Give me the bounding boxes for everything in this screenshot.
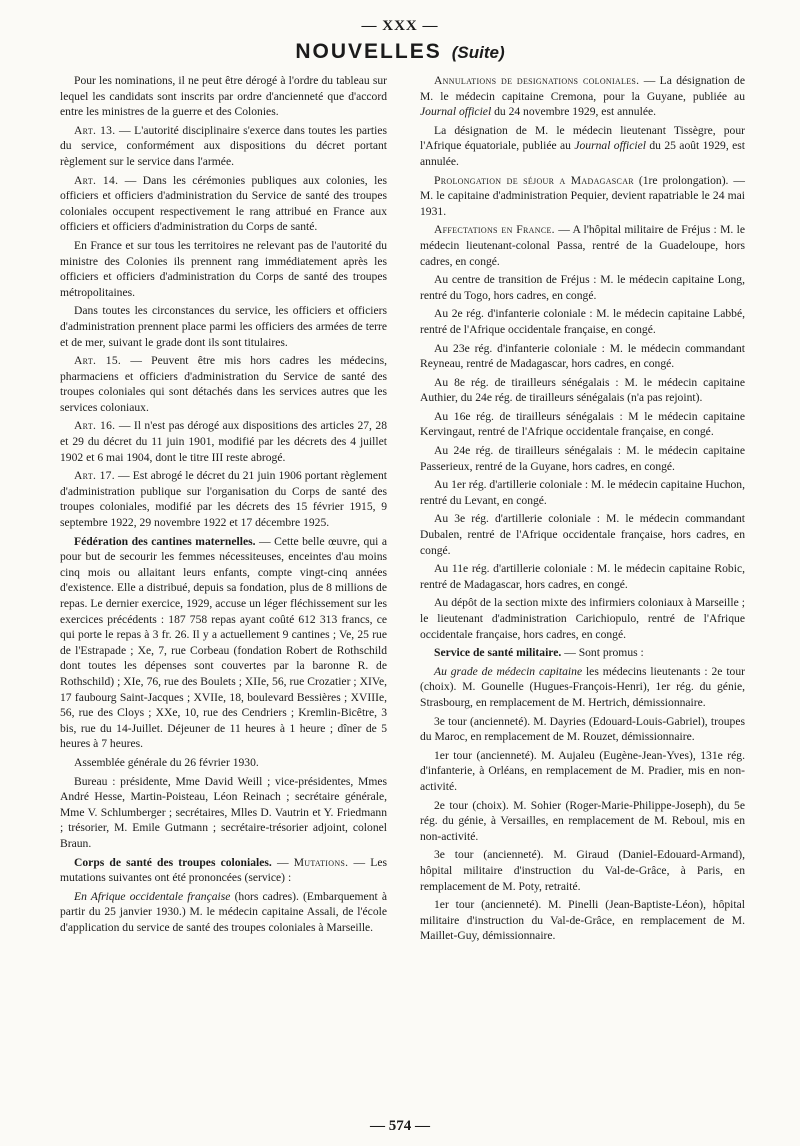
section-folio: — XXX —: [361, 18, 439, 34]
article-label: Art. 13.: [74, 123, 116, 137]
paragraph: Au 3e rég. d'artillerie coloniale : M. le médecin commandant Dubalen, rentré de l'Afrique occidentale française, hors cadres, en congé.: [420, 512, 745, 557]
paragraph: 3e tour (ancienneté). M. Dayries (Edouard-Louis-Gabriel), troupes du Maroc, en remplacement de M. Rouzet, démissionnaire.: [420, 714, 745, 744]
paragraph: La désignation de M. le médecin lieutenant Tissègre, pour l'Afrique équatoriale, publiée au Journal officiel du 25 août 1929, est annulée.: [420, 123, 745, 168]
paragraph: Art. 13. — L'autorité disciplinaire s'exerce dans toutes les parties du service, conformément aux dispositions du décret portant règlement sur le service dans l'armée.: [60, 123, 387, 168]
paragraph: Au dépôt de la section mixte des infirmiers coloniaux à Marseille ; le lieutenant d'administration Carichiopulo, rentré de l'Afrique occidentale française, hors cadres, en congé.: [420, 596, 745, 641]
paragraph: Corps de santé des troupes coloniales. — Mutations. — Les mutations suivantes ont été prononcées (service) :: [60, 855, 387, 885]
section-label: Corps de santé des troupes coloniales.: [74, 855, 272, 869]
left-column: [60, 73, 387, 938]
paragraph: Au 16e rég. de tirailleurs sénégalais : M le médecin capitaine Kervingaut, rentré de l'Afrique occidentale française, en congé.: [420, 409, 745, 439]
paragraph: Art. 14. — Dans les cérémonies publiques aux colonies, les officiers et officiers d'administration du Service de santé des troupes coloniales occupent respectivement le rang attribué en France aux officiers et officiers d'administration du Corps de santé.: [60, 173, 387, 234]
paragraph: Au grade de médecin capitaine les médecins lieutenants : 2e tour (choix). M. Gounelle (Hugues-François-Henri), 1er rég. du génie, Strasbourg, en remplacement de M. Hertrich, démissionnaire.: [420, 664, 745, 709]
paragraph: Art. 17. — Est abrogé le décret du 21 juin 1906 portant règlement d'administration publique sur l'organisation du Corps de santé des troupes coloniales, modifié par les décrets des 15 février 1915, 9 septembre 1922, 29 novembre 1922 et 17 décembre 1925.: [60, 469, 387, 530]
paragraph: Art. 16. — Il n'est pas dérogé aux dispositions des articles 27, 28 et 29 du décret du 11 juin 1901, modifié par les décrets des 4 juillet 1902 et 6 mai 1904, dont le titre III reste abrogé.: [60, 419, 387, 464]
paragraph: 2e tour (choix). M. Sohier (Roger-Marie-Philippe-Joseph), du 5e rég. du génie, à Versailles, en remplacement de M. Reboul, mis en non-activité.: [420, 798, 745, 843]
paragraph: Au centre de transition de Fréjus : M. le médecin capitaine Long, rentré du Togo, hors cadres, en congé.: [420, 273, 745, 302]
paragraph: En France et sur tous les territoires ne relevant pas de l'autorité du ministre des Colonies ils prennent rang immédiatement après les officiers et officiers d'administration du Corps de santé des troupes métropolitaines.: [60, 238, 387, 299]
paragraph: Dans toutes les circonstances du service, les officiers et officiers d'administration prennent place parmi les officiers des armées de terre et de mer, suivant le grade dont ils sont titulaires.: [60, 304, 387, 349]
paragraph: Au 24e rég. de tirailleurs sénégalais : M. le médecin capitaine Passerieux, rentré de la Guyane, hors cadres, en congé.: [420, 444, 745, 473]
article-label: Art. 14.: [74, 173, 119, 187]
article-label: Art. 17.: [74, 469, 115, 483]
paragraph: Au 8e rég. de tirailleurs sénégalais : M. le médecin capitaine Authier, du 24e rég. de tirailleurs sénégalais (n'a pas rejoint).: [420, 375, 745, 405]
section-label: Fédération des cantines maternelles.: [74, 534, 256, 548]
paragraph: En Afrique occidentale française (hors cadres). (Embarquement à partir du 25 janvier 1930.) M. le médecin capitaine Assali, de l'école d'application du service de santé des troupes coloniales à Marseille.: [60, 889, 387, 934]
paragraph: Affectations en France. — A l'hôpital militaire de Fréjus : M. le médecin lieutenant-colonal Passa, rentré de la Guadeloupe, hors cadres, en congé.: [420, 223, 746, 268]
article-label: Art. 16.: [74, 419, 116, 433]
paragraph: Prolongation de séjour a Madagascar (1re prolongation). — M. le capitaine d'administration Pequier, devient rapatriable le 24 mai 1931.: [420, 173, 745, 218]
section-label: Service de santé militaire.: [434, 646, 562, 660]
page-number: — 574 —: [370, 1118, 430, 1134]
paragraph: Bureau : présidente, Mme David Weill ; vice-présidentes, Mmes André Hesse, Martin-Poisteau, Léon Reinach ; secrétaire générale, Mme V. Schlumberger ; secrétaires, Mlles D. Vautrin et Y. Friedmann ; trésorier, M. Emile Gutmann ; secrétaire-trésorier adjoint, colonel Braun.: [60, 774, 387, 850]
paragraph: Assemblée générale du 26 février 1930.: [74, 755, 259, 769]
title-suffix: (Suite): [451, 43, 505, 62]
paragraph: Au 2e rég. d'infanterie coloniale : M. le médecin capitaine Labbé, rentré de l'Afrique occidentale française, en congé.: [420, 307, 745, 336]
page-title: [0, 40, 800, 64]
paragraph: Pour les nominations, il ne peut être dérogé à l'ordre du tableau sur lequel les candidats sont inscrits par ordre d'ancienneté que d'accord entre les ministres de la guerre et des Colonies.: [60, 74, 387, 119]
paragraph: Au 11e rég. d'artillerie coloniale : M. le médecin capitaine Robic, rentré de Madagascar, hors cadres, en congé.: [420, 562, 745, 591]
right-column: [420, 73, 745, 947]
paragraph: 1er tour (ancienneté). M. Aujaleu (Eugène-Jean-Yves), 131e rég. d'infanterie, à Orléans, en remplacement de M. Pradier, mis en non-activité.: [420, 748, 745, 793]
article-label: Art. 15.: [74, 354, 122, 368]
paragraph: 1er tour (ancienneté). M. Pinelli (Jean-Baptiste-Léon), hôpital militaire d'instruction du Val-de-Grâce, en remplacement de M. Maillet-Guy, démissionnaire.: [420, 898, 745, 943]
paragraph: Service de santé militaire. — Sont promus :: [434, 646, 644, 660]
paragraph: 3e tour (ancienneté). M. Giraud (Daniel-Edouard-Armand), hôpital militaire d'instruction du Val-de-Grâce, à Paris, en remplacement de M. Poty, retraité.: [420, 848, 745, 893]
paragraph: Au 23e rég. d'infanterie coloniale : M. le médecin commandant Reyneau, rentré de Madagascar, hors cadres, en congé.: [420, 341, 745, 371]
paragraph: Art. 15. — Peuvent être mis hors cadres les médecins, pharmaciens et officiers d'administration du Service de santé des troupes coloniales qui sont détachés dans les services autres que les services coloniaux.: [60, 354, 388, 414]
paragraph: Fédération des cantines maternelles. — Cette belle œuvre, qui a pour but de secourir les femmes nécessiteuses, enceintes d'au moins cinq mois ou allaitant leurs enfants, compte vingt-cinq années d'existence. Elle a distribué, depuis sa fondation, plus de 8 millions de repas. Le dernier exercice, 1929, accuse un léger fléchissement sur les exercices précédents : 187 758 repas ayant coûté 612 313 francs, ce qui porte le repas à 3 fr. 26. Il y a actuellement 9 cantines ; Ve, 25 rue de l'Estrapade ; Xe, 7, rue Corbeau (fondation Robert de Rothschild dont toutes les dépenses sont couvertes par la baronne R. de Rothschild) ; XIe, 76, rue des Boulets ; XIIe, 56, rue Crozatier ; XIVe, 17 faubourg Saint-Jacques ; XVIIe, 18, boulevard Bessières ; XVIIIe, 56, rue des Cloys ; XXe, 10, rue des Cendriers ; Kremlin-Bicêtre, 3 bis, rue du 14-Juillet. Déjeuner de 11 heures à 1 heure ; dîner de 5 heures à 7 heures.: [60, 534, 387, 751]
paragraph: Au 1er rég. d'artillerie coloniale : M. le médecin capitaine Huchon, rentré du Levant, en congé.: [420, 478, 745, 507]
title-text: NOUVELLES: [295, 40, 442, 63]
section-label: Affectations en France.: [434, 223, 555, 237]
paragraph: Annulations de designations coloniales. — La désignation de M. le médecin capitaine Cremona, pour la Guyane, publiée au Journal officiel du 24 novembre 1929, est annulée.: [420, 74, 745, 119]
section-label: Annulations de designations coloniales.: [434, 74, 640, 87]
section-label: Prolongation de séjour a Madagascar: [434, 173, 634, 187]
